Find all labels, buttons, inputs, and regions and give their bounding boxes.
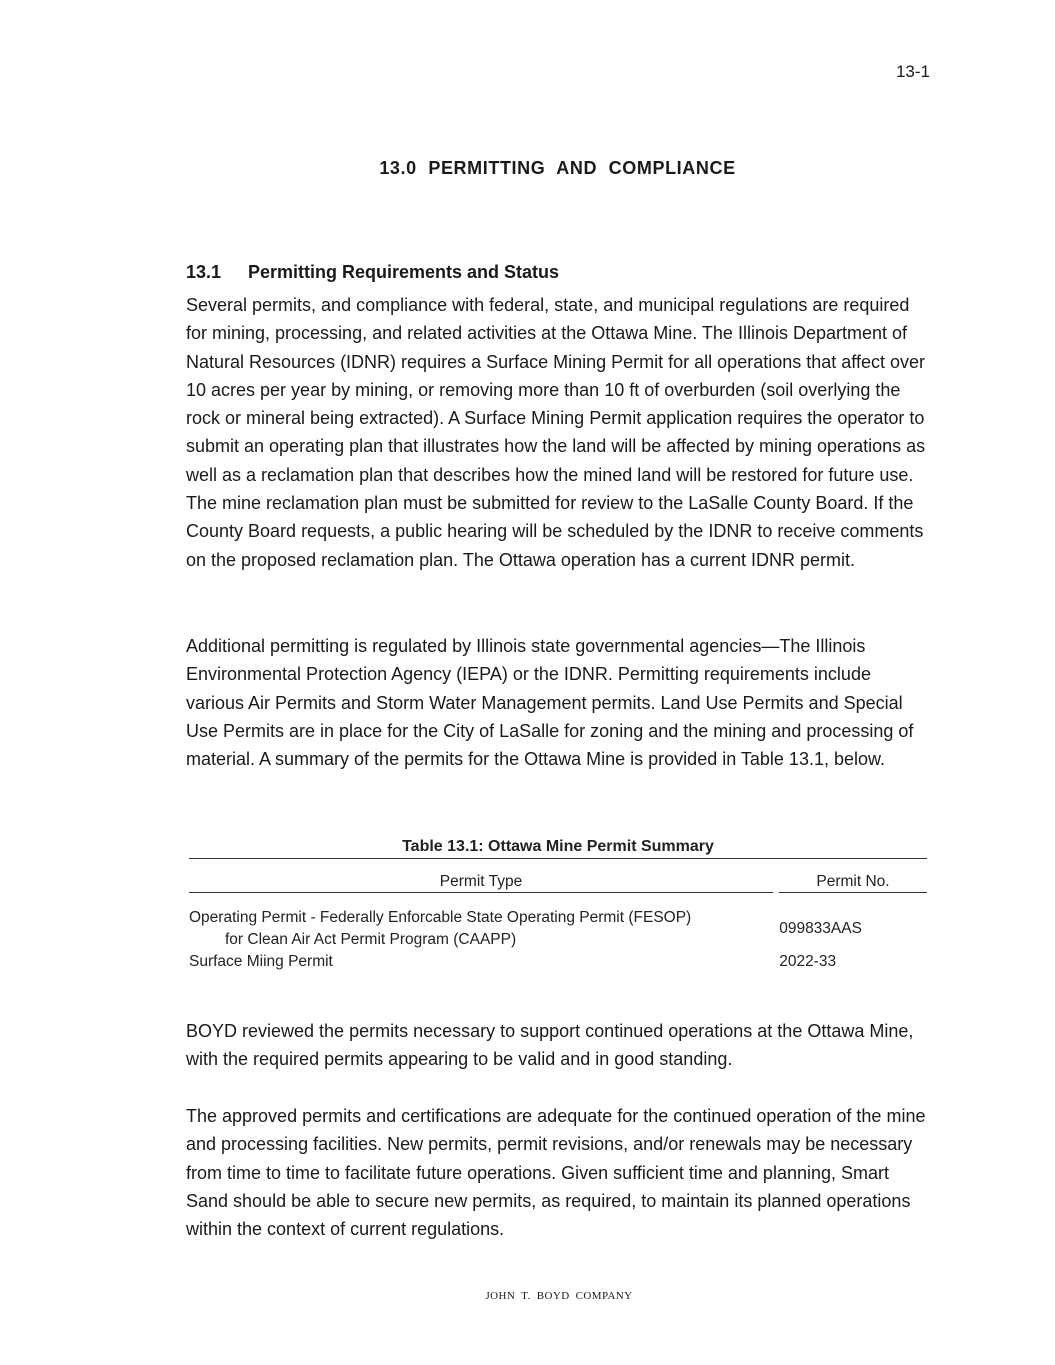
paragraph-additional-permitting: Additional permitting is regulated by Illinois state governmental agencies—The Illinois Environmental Protection Agency (IEPA) or the IDNR. Permitting requirements include various Air Permits and Storm Water Management permits. Land Use Permits and Special Use Permits are in place for the City of LaSalle for zoning and the mining and processing of material. A summary of the permits for the Ottawa Mine is provided in Table 13.1, below.: [186, 636, 914, 770]
section-title: Permitting Requirements and Status: [248, 262, 560, 282]
table-body: [189, 907, 927, 973]
section-number: 13.1: [186, 262, 222, 282]
permit-type-line: Surface Miing Permit: [189, 953, 333, 970]
page-number: 13-1: [895, 62, 930, 81]
header-permit-no: Permit No.: [779, 873, 927, 893]
cell-permit-no: 2022-33: [779, 953, 837, 970]
permit-type-line-continued: for Clean Air Act Permit Program (CAAPP): [225, 931, 517, 948]
permit-type-line: Operating Permit - Federally Enforcable State Operating Permit (FESOP): [189, 909, 692, 926]
footer-company-name: JOHN T. BOYD COMPANY: [485, 1290, 633, 1302]
table-header-row: [189, 873, 927, 893]
cell-permit-no: 099833AAS: [779, 920, 862, 937]
table-caption: Table 13.1: Ottawa Mine Permit Summary: [189, 838, 927, 859]
cell-permit-type: [189, 951, 778, 973]
section-heading: [186, 262, 559, 283]
paragraph-boyd-review: BOYD reviewed the permits necessary to support continued operations at the Ottawa Mine, with the required permits appearing to be valid and in good standing.: [186, 1021, 914, 1070]
paragraph-conclusion: The approved permits and certifications are adequate for the continued operation of the mine and processing facilities. New permits, permit revisions, and/or renewals may be necessary from time to time to facilitate future operations. Given sufficient time and planning, Smart Sand should be able to secure new permits, as required, to maintain its planned operations within the context of current regulations.: [186, 1106, 926, 1240]
cell-permit-type: [189, 907, 778, 951]
header-permit-type: Permit Type: [189, 873, 773, 893]
paragraph-permit-requirements: Several permits, and compliance with federal, state, and municipal regulations are required for mining, processing, and related activities at the Ottawa Mine. The Illinois Department of Natural Resources (IDNR) requires a Surface Mining Permit for all operations that affect over 10 acres per year by mining, or removing more than 10 ft of overburden (soil overlying the rock or mineral being extracted). A Surface Mining Permit application requires the operator to submit an operating plan that illustrates how the land will be affected by mining operations as well as a reclamation plan that describes how the mined land will be restored for future use. The mine reclamation plan must be submitted for review to the LaSalle County Board. If the County Board requests, a public hearing will be scheduled by the IDNR to receive comments on the proposed reclamation plan. The Ottawa operation has a current IDNR permit.: [186, 295, 926, 570]
table-row: [189, 907, 927, 951]
table-row: [189, 951, 927, 973]
permit-summary-table: [189, 838, 927, 973]
chapter-title: 13.0 PERMITTING AND COMPLIANCE: [379, 158, 736, 178]
